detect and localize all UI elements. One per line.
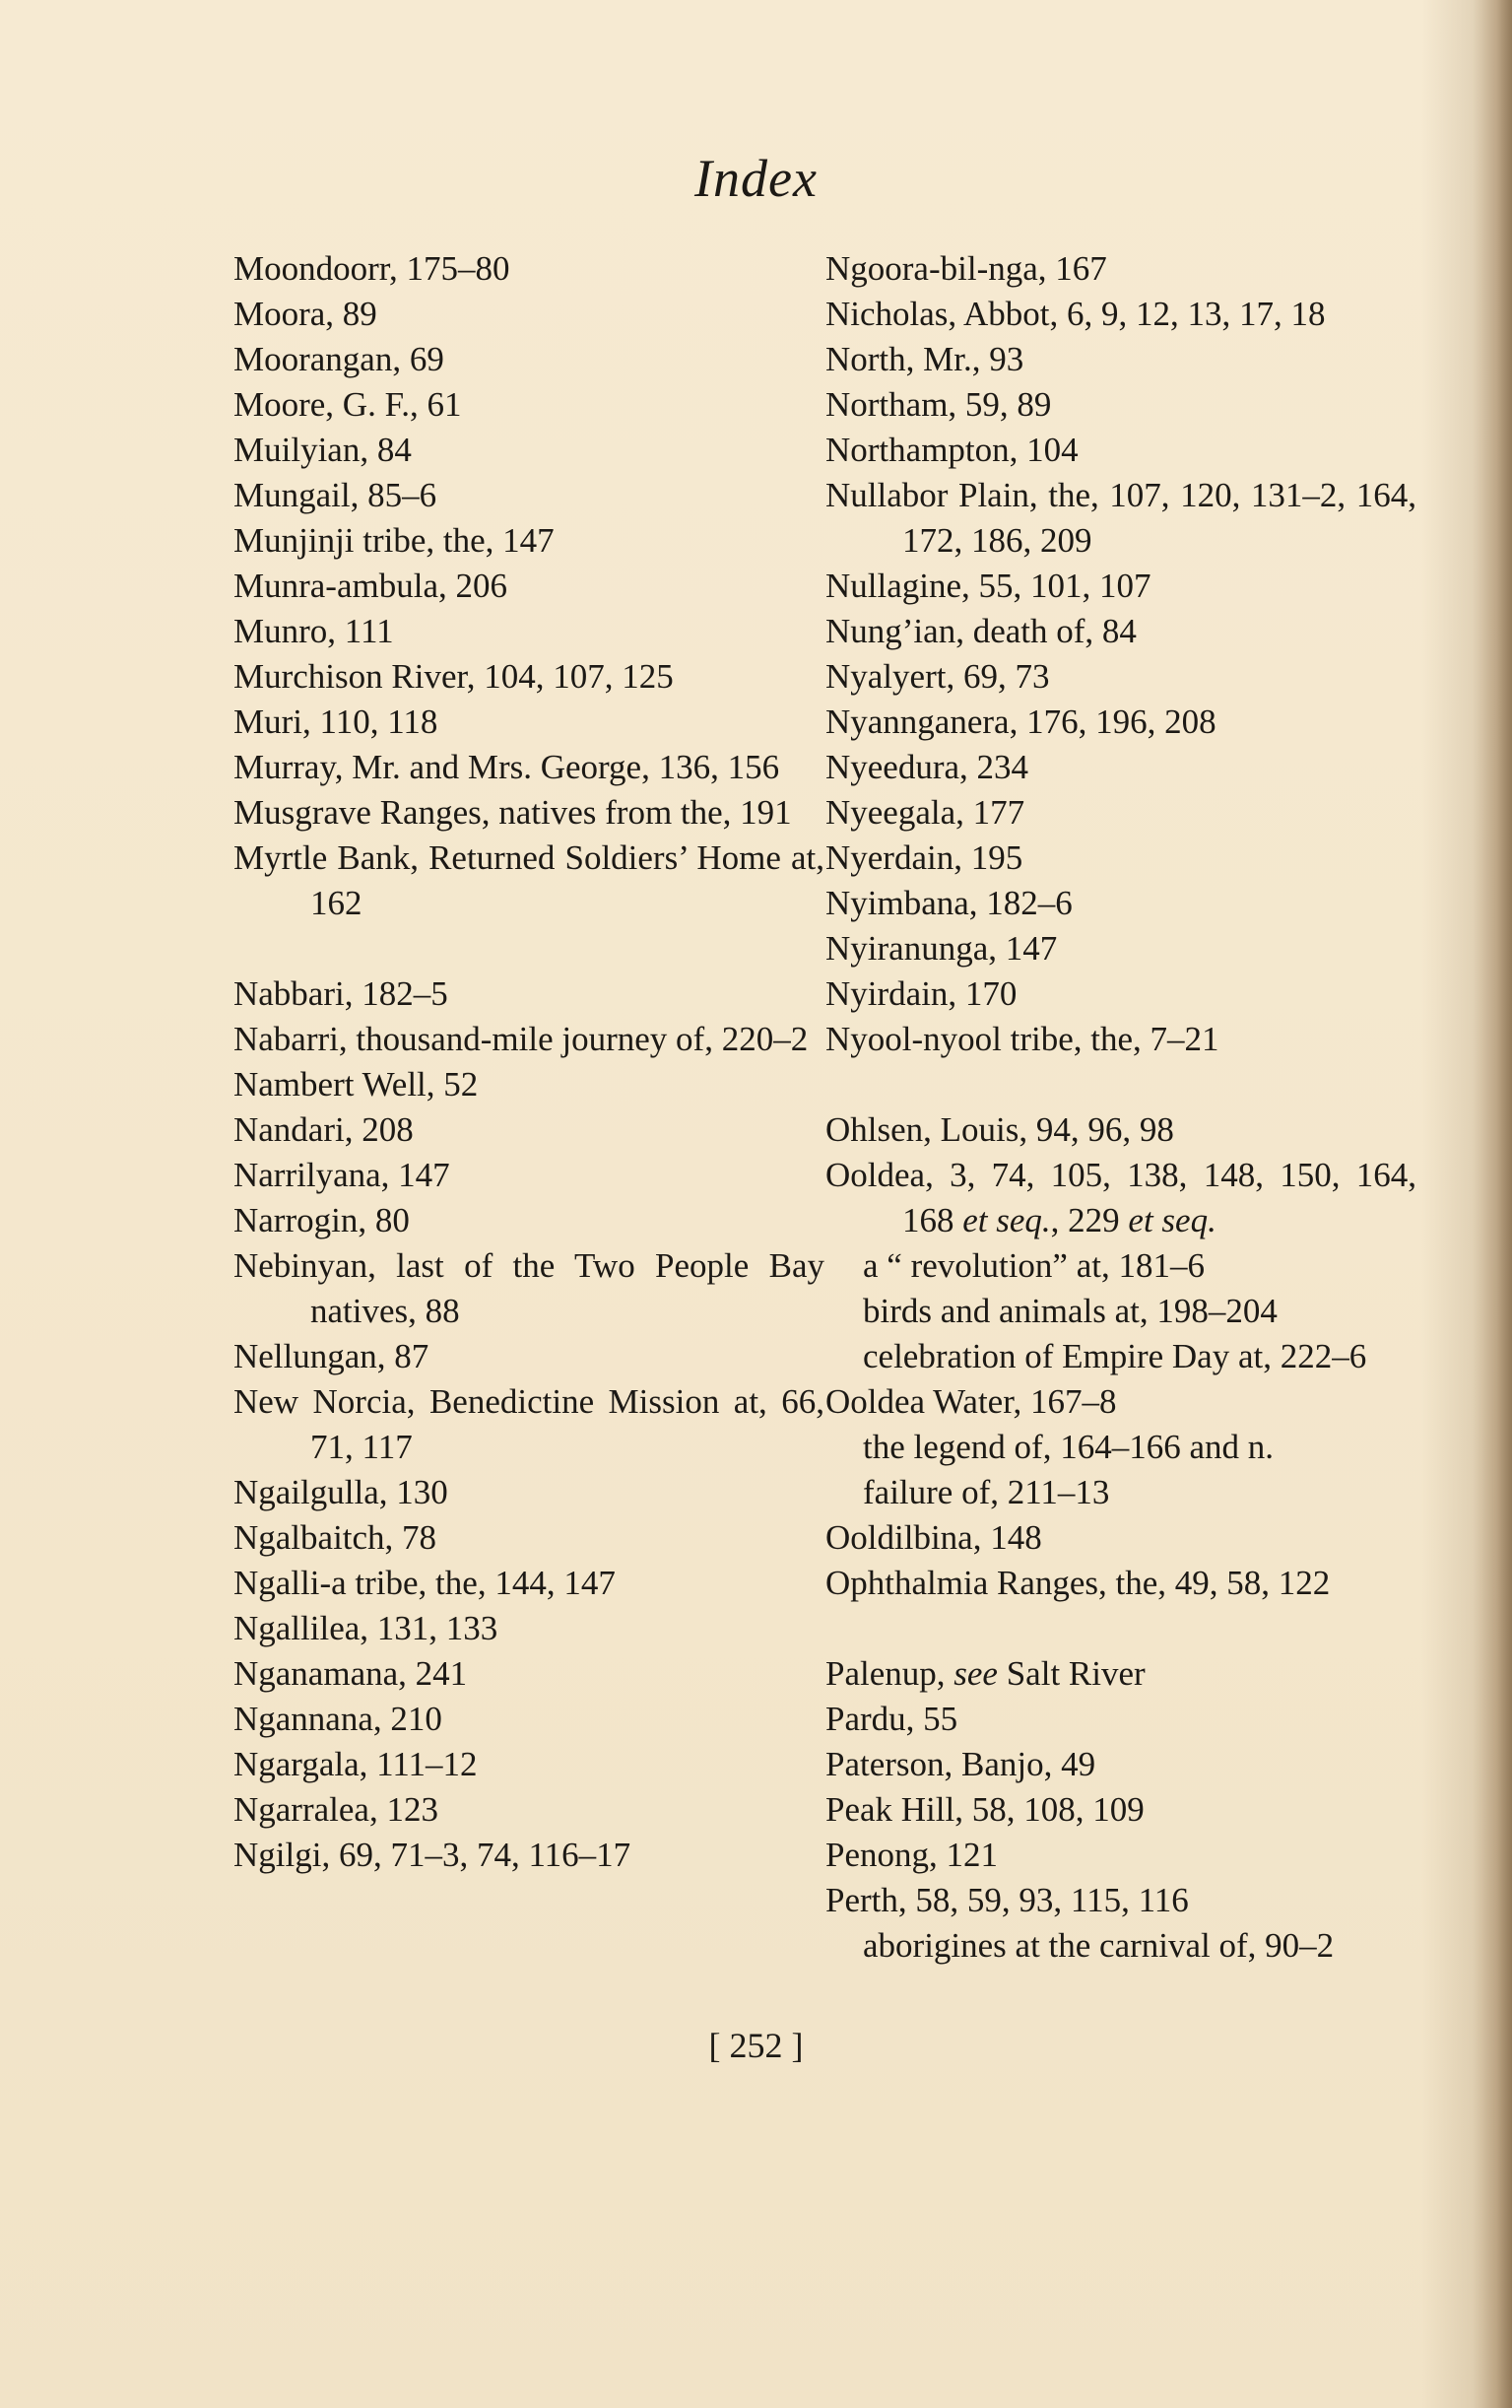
index-entry: Murray, Mr. and Mrs. George, 136, 156: [233, 748, 780, 786]
index-subentry: aborigines at the carnival of, 90–2: [863, 1926, 1335, 1965]
index-entry: Ophthalmia Ranges, the, 49, 58, 122: [825, 1564, 1331, 1602]
entry-text: Ooldea, 3, 74, 105, 138, 148, 150, 164, 168: [825, 1156, 1416, 1239]
index-entry: Moondoorr, 175–80: [233, 249, 510, 288]
index-entry: Myrtle Bank, Returned Soldiers’ Home at, 162: [233, 838, 824, 922]
index-entry: Nyimbana, 182–6: [825, 884, 1073, 922]
page-title: Index: [694, 149, 818, 208]
index-entry: Nyool-nyool tribe, the, 7–21: [825, 1020, 1219, 1058]
index-entry: Ngallilea, 131, 133: [233, 1609, 498, 1647]
index-entry: North, Mr., 93: [825, 340, 1024, 378]
index-entry: Nellungan, 87: [233, 1337, 429, 1375]
index-entry: Murchison River, 104, 107, 125: [233, 657, 674, 696]
index-entry: Nung’ian, death of, 84: [825, 612, 1137, 650]
index-entry: Nyeedura, 234: [825, 748, 1029, 786]
index-entry: Nyiranunga, 147: [825, 929, 1058, 968]
letter-group-gap: [825, 1062, 1416, 1107]
index-entry: Nicholas, Abbot, 6, 9, 12, 13, 17, 18: [825, 295, 1326, 333]
index-entry: Ohlsen, Louis, 94, 96, 98: [825, 1110, 1174, 1149]
entry-text-continued: , 229: [1050, 1201, 1120, 1239]
entry-text: Palenup,: [825, 1654, 946, 1693]
entry-text-continued: Salt River: [1006, 1654, 1146, 1693]
index-subentry: birds and animals at, 198–204: [863, 1292, 1278, 1330]
index-entry: Nabarri, thousand-mile journey of, 220–2: [233, 1020, 809, 1058]
index-entry: Nambert Well, 52: [233, 1065, 479, 1104]
index-entry: Munjinji tribe, the, 147: [233, 521, 555, 560]
index-entry: Nullagine, 55, 101, 107: [825, 567, 1151, 605]
index-entry: Nandari, 208: [233, 1110, 414, 1149]
entry-italic-continued: et seq.: [1128, 1201, 1216, 1239]
index-entry: Nyerdain, 195: [825, 838, 1023, 877]
index-entry: Muilyian, 84: [233, 431, 412, 469]
index-entry: Northam, 59, 89: [825, 385, 1052, 424]
entry-italic: et seq.: [962, 1201, 1051, 1239]
index-entry: Muri, 110, 118: [233, 702, 438, 741]
index-entry: Moora, 89: [233, 295, 377, 333]
index-entry: Narrogin, 80: [233, 1201, 410, 1239]
index-entry: Ooldea Water, 167–8: [825, 1382, 1117, 1421]
index-entry: Pardu, 55: [825, 1700, 958, 1738]
letter-group-gap: [825, 1606, 1416, 1651]
index-subentry: a “ revolution” at, 181–6: [863, 1246, 1205, 1285]
index-entry: New Norcia, Benedictine Mission at, 66, 71, 117: [233, 1382, 824, 1466]
entry-italic: see: [953, 1654, 998, 1693]
index-entry: Musgrave Ranges, natives from the, 191: [233, 793, 792, 832]
index-entry: Penong, 121: [825, 1836, 998, 1874]
index-column-left: [233, 246, 824, 1878]
index-subentry: failure of, 211–13: [863, 1473, 1110, 1511]
index-entry: Ngannana, 210: [233, 1700, 442, 1738]
index-entry: Nebinyan, last of the Two People Bay natives, 88: [233, 1246, 824, 1330]
index-entry: Nyeegala, 177: [825, 793, 1025, 832]
index-entry: Ngailgulla, 130: [233, 1473, 448, 1511]
index-column-right: [825, 246, 1416, 1969]
index-entry: Nyannganera, 176, 196, 208: [825, 702, 1216, 741]
index-entry: Ooldilbina, 148: [825, 1518, 1042, 1557]
index-entry: Ngoora-bil-nga, 167: [825, 249, 1107, 288]
page-number: [ 252 ]: [708, 2026, 804, 2065]
index-entry: Moorangan, 69: [233, 340, 444, 378]
index-entry: Mungail, 85–6: [233, 476, 437, 514]
index-entry: Nyalyert, 69, 73: [825, 657, 1050, 696]
index-entry: Paterson, Banjo, 49: [825, 1745, 1096, 1783]
index-entry: Moore, G. F., 61: [233, 385, 462, 424]
index-entry: Nullabor Plain, the, 107, 120, 131–2, 164, 172, 186, 209: [825, 476, 1416, 560]
index-entry: Ngalbaitch, 78: [233, 1518, 437, 1557]
index-entry: Munro, 111: [233, 612, 394, 650]
index-entry: Narrilyana, 147: [233, 1156, 450, 1194]
index-entry: [825, 1651, 1416, 1697]
index-entry: Ngargala, 111–12: [233, 1745, 478, 1783]
index-subentry: celebration of Empire Day at, 222–6: [863, 1337, 1367, 1375]
index-entry: Northampton, 104: [825, 431, 1079, 469]
index-entry: Perth, 58, 59, 93, 115, 116: [825, 1881, 1189, 1919]
index-entry: Ngilgi, 69, 71–3, 74, 116–17: [233, 1836, 631, 1874]
index-entry: Ngalli-a tribe, the, 144, 147: [233, 1564, 616, 1602]
index-entry: Munra-ambula, 206: [233, 567, 507, 605]
index-entry: Nyirdain, 170: [825, 974, 1018, 1013]
index-entry: [825, 1153, 1416, 1243]
index-entry: Ngarralea, 123: [233, 1790, 438, 1829]
index-entry: Nabbari, 182–5: [233, 974, 448, 1013]
index-entry: Nganamana, 241: [233, 1654, 468, 1693]
index-subentry: the legend of, 164–166 and n.: [863, 1428, 1274, 1466]
index-entry: Peak Hill, 58, 108, 109: [825, 1790, 1145, 1829]
letter-group-gap: [233, 926, 824, 971]
